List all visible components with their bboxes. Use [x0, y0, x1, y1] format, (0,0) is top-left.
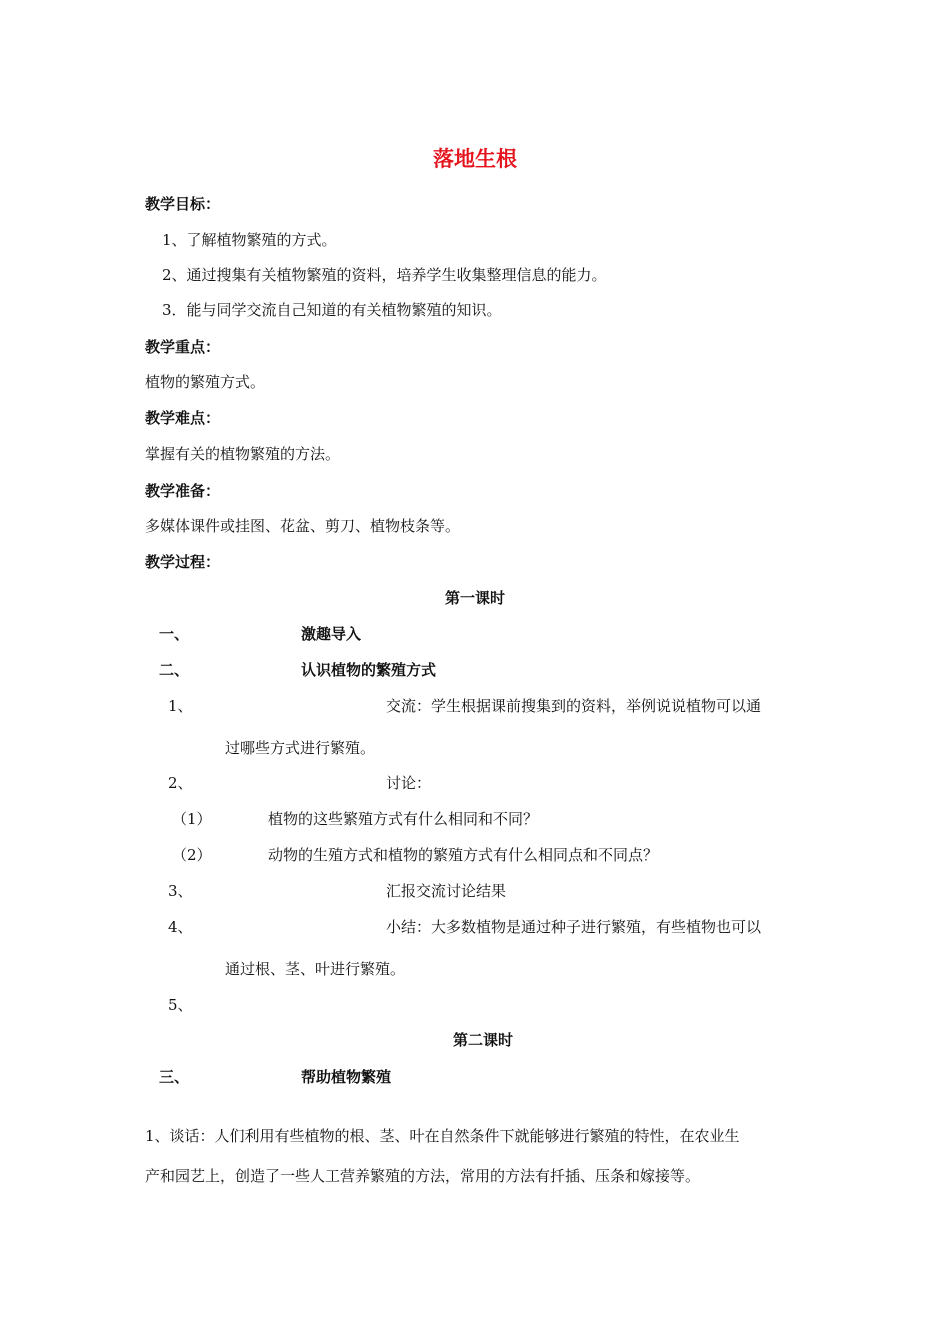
step-3-number: 3、 [168, 882, 193, 900]
step-1-continuation: 过哪些方式进行繁殖。 [225, 739, 376, 757]
objectives-heading: 教学目标： [145, 195, 221, 213]
lesson2-title: 第二课时 [453, 1031, 514, 1049]
part3-label: 帮助植物繁殖 [301, 1068, 392, 1086]
difficulties-text: 掌握有关的植物繁殖的方法。 [145, 445, 341, 463]
substep-2-text: 动物的生殖方式和植物的繁殖方式有什么相同点和不同点？ [268, 846, 659, 864]
key-points-heading: 教学重点： [145, 338, 221, 356]
step-2-text: 讨论： [386, 774, 432, 792]
step-1-text: 交流：学生根据课前搜集到的资料，举例说说植物可以通 [386, 697, 762, 715]
preparation-text: 多媒体课件或挂图、花盆、剪刀、植物枝条等。 [145, 517, 461, 535]
objective-item-1: 1、了解植物繁殖的方式。 [162, 231, 337, 249]
step-4-number: 4、 [168, 918, 193, 936]
talk-line-1: 1、谈话：人们利用有些植物的根、茎、叶在自然条件下就能够进行繁殖的特性，在农业生 [145, 1127, 740, 1145]
step-4-continuation: 通过根、茎、叶进行繁殖。 [225, 960, 406, 978]
process-heading: 教学过程： [145, 553, 221, 571]
objective-item-2: 2、通过搜集有关植物繁殖的资料，培养学生收集整理信息的能力。 [162, 266, 607, 284]
substep-1-number: （1） [172, 810, 212, 828]
key-points-text: 植物的繁殖方式。 [145, 373, 266, 391]
step-2-number: 2、 [168, 774, 193, 792]
step-3-text: 汇报交流讨论结果 [386, 882, 507, 900]
objective-item-3: 3．能与同学交流自己知道的有关植物繁殖的知识。 [162, 301, 502, 319]
part1-label: 激趣导入 [301, 625, 362, 643]
talk-line-2: 产和园艺上，创造了一些人工营养繁殖的方法，常用的方法有扦插、压条和嫁接等。 [145, 1167, 701, 1185]
part1-number: 一、 [159, 625, 190, 643]
step-4-text: 小结：大多数植物是通过种子进行繁殖，有些植物也可以 [386, 918, 762, 936]
part2-label: 认识植物的繁殖方式 [301, 661, 437, 679]
part2-number: 二、 [159, 661, 190, 679]
step-1-number: 1、 [168, 697, 193, 715]
substep-2-number: （2） [172, 846, 212, 864]
document-title: 落地生根 [433, 147, 517, 171]
substep-1-text: 植物的这些繁殖方式有什么相同和不同？ [268, 810, 539, 828]
step-5-number: 5、 [168, 996, 193, 1014]
part3-number: 三、 [159, 1068, 190, 1086]
lesson1-title: 第一课时 [444, 589, 505, 607]
preparation-heading: 教学准备： [145, 482, 221, 500]
difficulties-heading: 教学难点： [145, 409, 221, 427]
